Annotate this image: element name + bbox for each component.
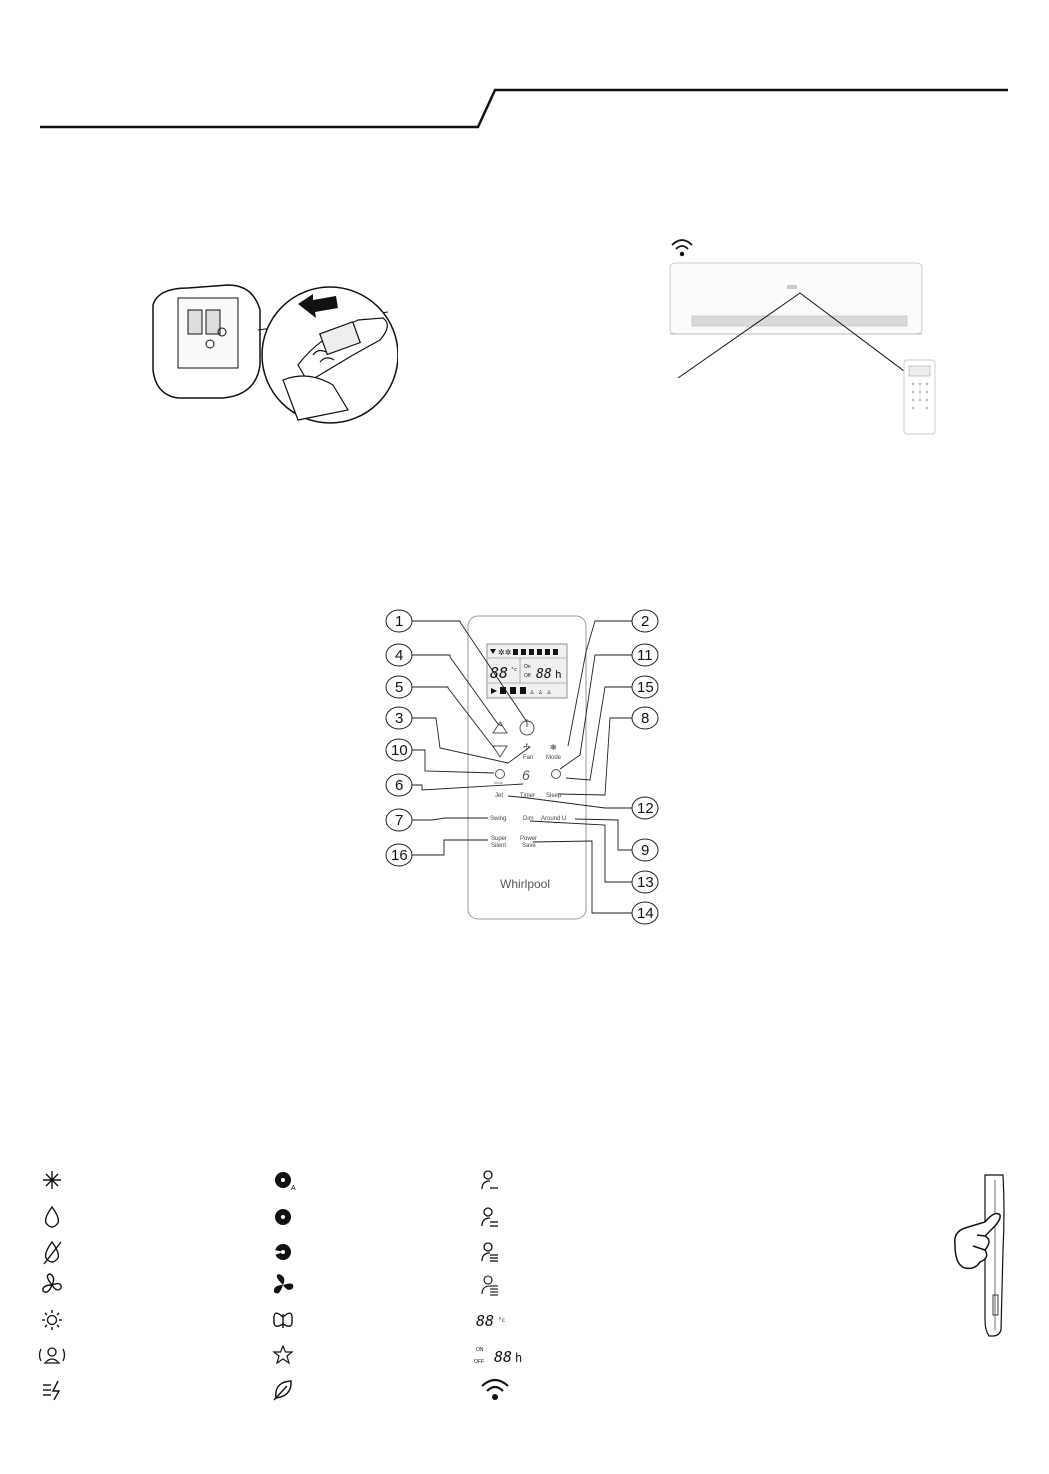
- battery-illustration: [148, 270, 398, 430]
- person-fan-low-icon: [482, 1171, 498, 1189]
- fan-auto-icon: [275, 1172, 296, 1192]
- callout-15-label: 15: [637, 679, 654, 696]
- save-label: Save: [522, 843, 536, 849]
- mode-label: Mode: [546, 755, 562, 761]
- callout-5-label: 5: [395, 679, 404, 696]
- callout-1-label: 1: [395, 613, 404, 630]
- callout-11-label: 11: [637, 647, 653, 664]
- icon-legend: [30, 1160, 550, 1410]
- drop-icon: [46, 1207, 59, 1227]
- lcd-timer: 88: [536, 667, 552, 682]
- person-fan-max-icon: [482, 1276, 498, 1295]
- fan-low-icon: [275, 1209, 291, 1225]
- callout-2-label: 2: [641, 613, 650, 630]
- fan-icon: ✢: [523, 742, 531, 752]
- callout-14-label: 14: [637, 905, 654, 922]
- jet-button[interactable]: Jet: [495, 793, 504, 799]
- callout-3-label: 3: [395, 710, 404, 727]
- legend-timer-on: ON: [476, 1347, 484, 1353]
- lcd-temp: 88: [490, 664, 509, 682]
- sleep-label: Sleep: [546, 793, 562, 799]
- timer-display-icon: [474, 1347, 522, 1366]
- callout-9-label: 9: [641, 842, 650, 859]
- jet-icon: [43, 1381, 59, 1400]
- lcd-off-label: Off: [524, 673, 531, 679]
- legend-temp: 88: [476, 1312, 495, 1330]
- lcd-on-label: On: [524, 664, 531, 670]
- fan-icon: [43, 1274, 61, 1292]
- indoor-unit: [670, 263, 922, 334]
- mode-icon: ❃: [550, 743, 557, 752]
- callout-6-label: 6: [395, 777, 404, 794]
- person-fan-high-icon: [482, 1243, 498, 1261]
- legend-timer-value: 88: [494, 1348, 513, 1366]
- star-icon: [274, 1346, 292, 1363]
- sun-icon: [42, 1310, 62, 1330]
- timer-label: Timer: [520, 793, 536, 799]
- silent-label: Silent: [491, 843, 507, 849]
- svg-text:A: A: [291, 1185, 296, 1192]
- brand-logo: Whirlpool: [500, 877, 551, 891]
- remote-side-illustration: [945, 1170, 1015, 1340]
- remote-lcd: [487, 644, 567, 698]
- wifi-icon: [672, 240, 692, 256]
- lcd-temp-unit: °c: [511, 667, 518, 673]
- legend-timer-off: OFF: [474, 1359, 484, 1365]
- super-silent-button[interactable]: [491, 836, 507, 849]
- svg-text:Mode: Mode: [494, 781, 503, 785]
- svg-text:♙ ♙ ♙: ♙ ♙ ♙: [530, 688, 552, 696]
- fan-label: Fan: [523, 755, 534, 761]
- callout-13-label: 13: [637, 874, 654, 891]
- around-u-icon: [40, 1348, 65, 1363]
- power-label: Power: [520, 836, 538, 842]
- dim-button[interactable]: Dim: [523, 816, 534, 822]
- header-rule: [0, 0, 1049, 140]
- remote-diagram: [380, 600, 670, 930]
- fan-high-icon: [274, 1274, 293, 1293]
- callout-8-label: 8: [641, 710, 650, 727]
- ac-unit-illustration: [660, 230, 950, 440]
- swing-button[interactable]: Swing: [490, 816, 507, 822]
- timer-icon: 6: [522, 767, 530, 783]
- remote-back-closeup: [153, 285, 260, 398]
- leaf-icon: [274, 1381, 291, 1400]
- callout-4-label: 4: [395, 647, 404, 664]
- wifi-icon: [482, 1380, 508, 1400]
- callout-10-label: 10: [391, 742, 408, 759]
- no-drop-icon: [44, 1242, 61, 1264]
- person-fan-mid-icon: [482, 1208, 498, 1226]
- fan-mid-icon: [275, 1244, 291, 1260]
- callout-16-label: 16: [391, 847, 408, 864]
- super-label: Super: [491, 836, 508, 842]
- around-u-button[interactable]: Around U: [541, 816, 567, 822]
- callout-7-label: 7: [395, 812, 404, 829]
- butterfly-icon: [274, 1313, 292, 1328]
- callout-12-label: 12: [637, 800, 654, 817]
- mini-remote: [904, 360, 935, 434]
- legend-temp-unit: °c: [498, 1317, 506, 1324]
- legend-timer-unit: h: [515, 1351, 523, 1365]
- svg-text:✲✲: ✲✲: [498, 648, 512, 657]
- snowflake-icon: [43, 1171, 61, 1189]
- temp-display-icon: [476, 1312, 506, 1330]
- power-save-button[interactable]: [520, 836, 537, 849]
- lcd-timer-unit: h: [555, 668, 562, 681]
